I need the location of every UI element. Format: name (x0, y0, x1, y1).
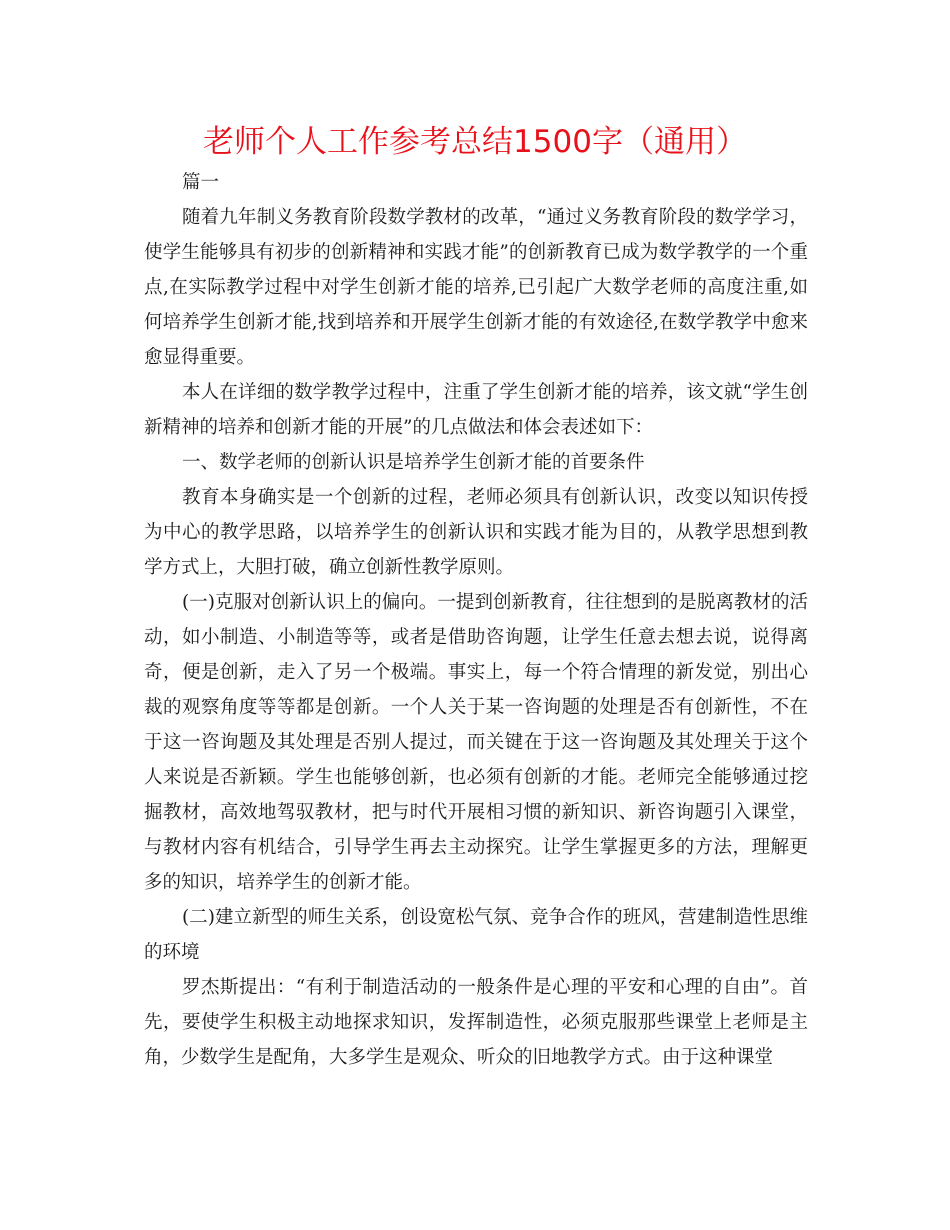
document-title: 老师个人工作参考总结1500字（通用） (203, 124, 747, 160)
paragraph-rogers: 罗杰斯提出：“有利于制造活动的一般条件是心理的平安和心理的自由”。首先，要使学生积极主动地探求知识，发挥制造性，必须克服那些课堂上老师是主角，少数学生是配角，大多学生是观众、听众的旧地教学方式。由于这种课堂 (144, 977, 808, 1068)
paragraph-point-one: (一)克服对创新认识上的偏向。一提到创新教育，往往想到的是脱离教材的活动，如小制造、小制造等等，或者是借助咨询题，让学生任意去想去说，说得离奇，便是创新，走入了另一个极端。事实上，每一个符合情理的新发觉，别出心裁的观察角度等等都是创新。一个人关于某一咨询题的处理是否有创新性，不在于这一咨询题及其处理是否别人提过，而关键在于这一咨询题及其处理关于这个人来说是否新颖。学生也能够创新，也必须有创新的才能。老师完全能够通过挖掘教材，高效地驾驭教材，把与时代开展相习惯的新知识、新咨询题引入课堂，与教材内容有机结合，引导学生再去主动探究。让学生掌握更多的方法，理解更多的知识，培养学生的创新才能。 (144, 592, 808, 893)
paragraph-summary: 本人在详细的数学教学过程中，注重了学生创新才能的培养，该文就“学生创新精神的培养和创新才能的开展”的几点做法和体会表述如下： (144, 382, 808, 438)
paragraph-intro: 随着九年制义务教育阶段数学教材的改革，“通过义务教育阶段的数学学习，使学生能够具有初步的创新精神和实践才能”的创新教育已成为数学教学的一个重点,在实际教学过程中对学生创新才能的培养,已引起广大数学老师的高度注重,如何培养学生创新才能,找到培养和开展学生创新才能的有效途径,在数学教学中愈来愈显得重要。 (144, 207, 808, 368)
paragraph-innovation: 教育本身确实是一个创新的过程，老师必须具有创新认识，改变以知识传授为中心的教学思路，以培养学生的创新认识和实践才能为目的，从教学思想到教学方式上，大胆打破，确立创新性教学原则。 (144, 487, 808, 578)
document-body (144, 165, 808, 1075)
paragraph-point-two: (二)建立新型的师生关系，创设宽松气氛、竞争合作的班风，营建制造性思维的环境 (144, 907, 808, 963)
section-label: 篇一 (182, 172, 220, 193)
heading-section-one: 一、数学老师的创新认识是培养学生创新才能的首要条件 (182, 452, 645, 473)
